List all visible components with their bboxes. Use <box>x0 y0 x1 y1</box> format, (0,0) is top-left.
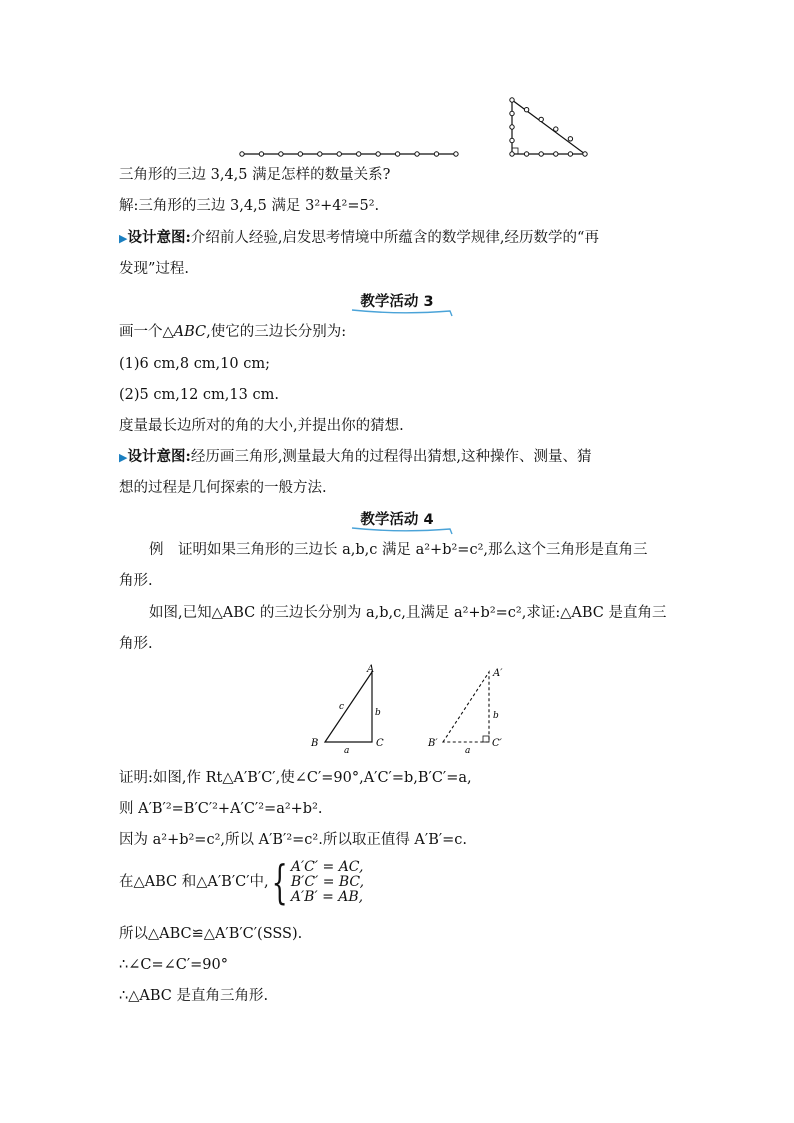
peg-dot <box>376 152 380 156</box>
peg-dot <box>357 152 361 156</box>
proof-line7: ∴△ABC 是直角三角形. <box>119 988 269 1004</box>
peg-dot <box>337 152 341 156</box>
proof-line3: 因为 a²+b²=c²,所以 A′B′²=c².所以取正值得 A′B′=c. <box>119 832 468 848</box>
triangle-marker-icon: ▶ <box>119 232 128 245</box>
proof-line5: 所以△ABC≌△A′B′C′(SSS). <box>119 926 303 942</box>
given-line2: 角形. <box>119 636 153 652</box>
label-C-prime: C′ <box>492 738 502 749</box>
triangle-a-prime <box>427 668 503 755</box>
peg-dot <box>510 98 514 102</box>
label-A: A <box>367 664 375 675</box>
activity-3-heading: 教学活动 3 <box>0 290 794 311</box>
activity-3-task: 度量最长边所对的角的大小,并提出你的猜想. <box>119 418 404 434</box>
peg-dot <box>510 152 514 156</box>
example-line2: 角形. <box>119 573 153 589</box>
peg-dot <box>318 152 322 156</box>
peg-dot <box>554 152 558 156</box>
peg-dot <box>510 138 514 142</box>
proof-line1: 证明:如图,作 Rt△A′B′C′,使∠C′=90°,A′C′=b,B′C′=a, <box>119 770 472 786</box>
peg-dot <box>554 127 558 131</box>
peg-dot <box>454 152 458 156</box>
peg-dot <box>539 117 543 121</box>
peg-figure <box>230 95 600 165</box>
triangle-figures <box>300 660 530 755</box>
design-intent-2-cont: 想的过程是几何探索的一般方法. <box>119 480 327 496</box>
peg-dot <box>583 152 587 156</box>
proof-line6: ∴∠C=∠C′=90° <box>119 957 229 973</box>
activity-3-item2: (2)5 cm,12 cm,13 cm. <box>119 387 279 403</box>
peg-dot <box>240 152 244 156</box>
design-intent-1: ▶设计意图:介绍前人经验,启发思考情境中所蕴含的数学规律,经历数学的“再 <box>119 229 599 246</box>
label-B: B <box>311 738 319 749</box>
triangle-marker-icon: ▶ <box>119 451 128 464</box>
proof-line2: 则 A′B′²=B′C′²+A′C′²=a²+b². <box>119 801 323 817</box>
peg-dot <box>524 152 528 156</box>
side-c: c <box>339 702 345 712</box>
peg-dot <box>568 137 572 141</box>
activity-4-heading: 教学活动 4 <box>0 508 794 529</box>
design-intent-1-cont: 发现”过程. <box>119 261 190 277</box>
peg-dot <box>510 111 514 115</box>
example-line1: 例 证明如果三角形的三边长 a,b,c 满足 a²+b²=c²,那么这个三角形是直角三 <box>149 542 648 558</box>
side-a-prime: a <box>465 746 471 755</box>
peg-dot <box>395 152 399 156</box>
left-brace: { <box>271 855 288 909</box>
peg-dot <box>259 152 263 156</box>
peg-triangle <box>512 100 585 154</box>
label-A-prime: A′ <box>493 668 503 679</box>
activity-3-line1: 画一个△ABC,使它的三边长分别为: <box>119 324 347 340</box>
question-text: 三角形的三边 3,4,5 满足怎样的数量关系? <box>119 167 391 183</box>
answer-text: 解:三角形的三边 3,4,5 满足 3²+4²=5². <box>119 198 380 214</box>
peg-dot <box>298 152 302 156</box>
given-line1: 如图,已知△ABC 的三边长分别为 a,b,c,且满足 a²+b²=c²,求证:△ABC 是直角三 <box>149 605 667 621</box>
equation-system: A′C′ = AC, B′C′ = BC, A′B′ = AB, <box>290 858 365 905</box>
peg-dot <box>524 108 528 112</box>
label-B-prime: B′ <box>428 738 438 749</box>
peg-dot <box>568 152 572 156</box>
peg-dot <box>415 152 419 156</box>
side-b-prime: b <box>493 711 499 721</box>
label-C: C <box>376 738 384 749</box>
peg-dot <box>510 125 514 129</box>
peg-dot <box>279 152 283 156</box>
side-b: b <box>375 708 381 718</box>
side-a: a <box>344 746 350 755</box>
peg-dot <box>539 152 543 156</box>
activity-3-item1: (1)6 cm,8 cm,10 cm; <box>119 356 270 372</box>
peg-dot <box>434 152 438 156</box>
design-intent-2: ▶设计意图:经历画三角形,测量最大角的过程得出猜想,这种操作、测量、猜 <box>119 448 592 465</box>
proof-line4: 在△ABC 和△A′B′C′中,{ A′C′ = AC, B′C′ = BC, A′B′ = AB, <box>119 855 365 909</box>
triangle-abc <box>310 664 384 755</box>
